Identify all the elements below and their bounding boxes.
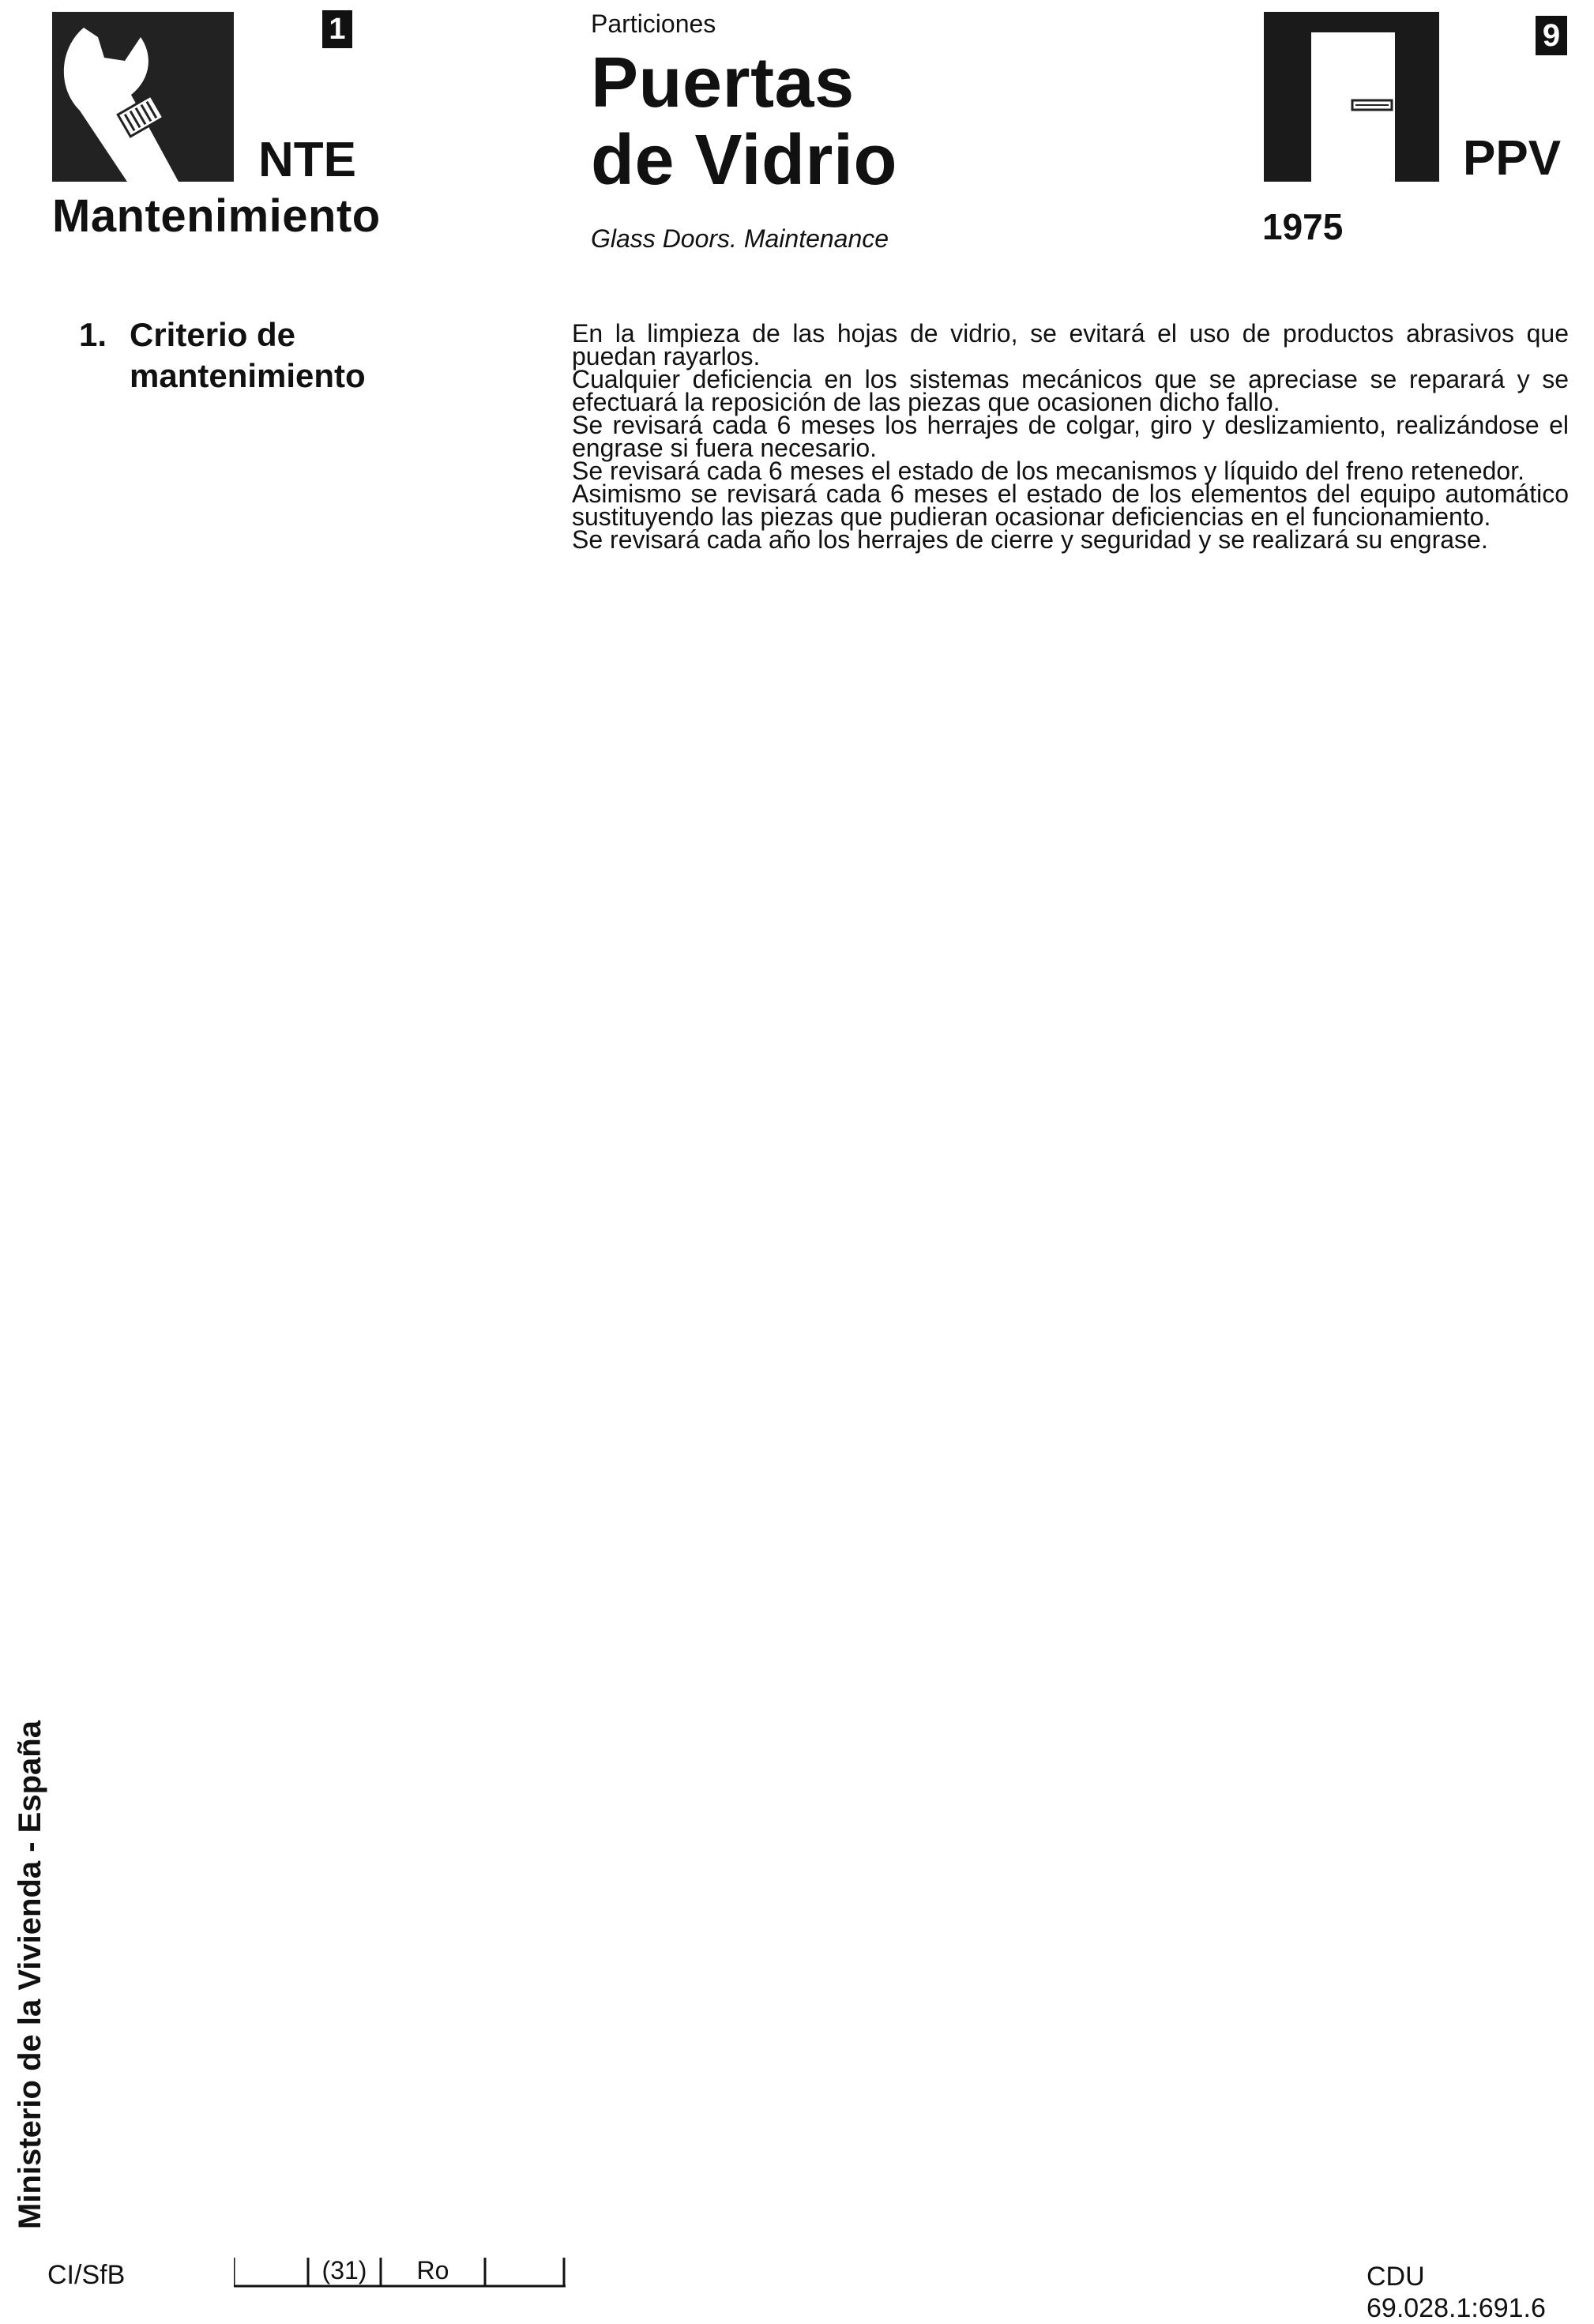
title-line-2: de Vidrio — [591, 121, 897, 200]
section-body — [572, 319, 1569, 554]
paragraph: Asimismo se revisará cada 6 meses el estado de los elementos del equipo automático sustituyendo las piezas que pudieran ocasionar deficiencias en el funcionamiento. — [572, 479, 1569, 531]
year-label: 1975 — [1262, 206, 1344, 247]
cisfb-cell — [485, 2253, 564, 2285]
subject-label: Particiones — [591, 9, 716, 38]
cdu-code: CDU 69.028.1:691.6 — [1367, 2262, 1546, 2323]
wrench-icon — [52, 12, 234, 182]
paragraph: Se revisará cada año los herrajes de cierre y seguridad y se realizará su engrase. — [572, 525, 1488, 554]
cisfb-cell — [234, 2253, 308, 2285]
document-number-badge: 9 — [1536, 16, 1567, 55]
section-number: 1. — [79, 316, 107, 353]
paragraph: En la limpieza de las hojas de vidrio, se evitará el uso de productos abrasivos que puedan rayarlos. — [572, 319, 1569, 370]
door-icon — [1262, 12, 1441, 182]
cisfb-cell: (31) — [321, 2256, 367, 2285]
paragraph: Se revisará cada 6 meses el estado de los mecanismos y líquido del freno retenedor. — [572, 457, 1524, 485]
paragraph: Se revisará cada 6 meses los herrajes de colgar, giro y deslizamiento, realizándose el engrase si fuera necesario. — [572, 411, 1569, 462]
publisher-vertical-label: Ministerio de la Vivienda - España — [13, 1720, 47, 2229]
cisfb-cell: Ro — [416, 2256, 449, 2285]
title-line-1: Puertas — [591, 43, 855, 122]
brand-subtitle: Mantenimiento — [52, 190, 381, 242]
section-title: Criterio de mantenimiento — [130, 316, 366, 394]
section-number-badge: 1 — [322, 10, 352, 48]
document-code: PPV — [1463, 131, 1562, 186]
paragraph: Cualquier deficiencia en los sistemas mecánicos que se apreciase se reparará y se efectuará la reposición de las piezas que ocasionen dicho fallo. — [572, 365, 1569, 416]
page-title — [591, 44, 897, 199]
brand-label: NTE — [258, 133, 356, 187]
page-subtitle: Glass Doors. Maintenance — [591, 224, 889, 253]
cisfb-label: CI/SfB — [47, 2260, 126, 2290]
